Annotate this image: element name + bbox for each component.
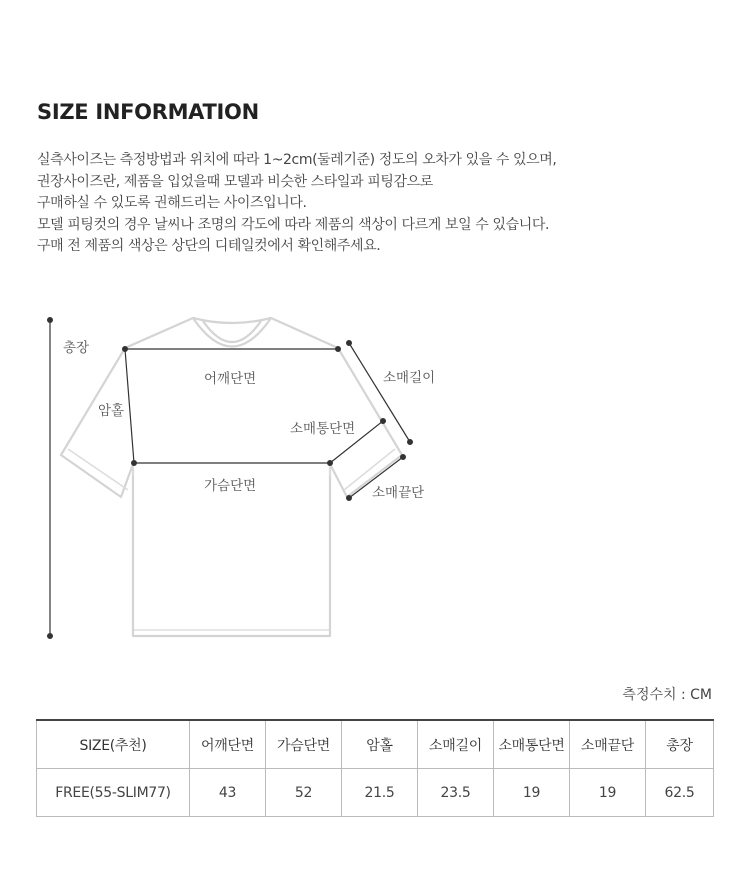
table-header: 소매통단면 [494, 720, 570, 769]
label-sleeve-width: 소매통단면 [290, 421, 356, 437]
notice-line: 구매하실 수 있도록 권해드리는 사이즈입니다. [37, 195, 307, 211]
table-cell: 52 [266, 769, 342, 817]
table-header-row [37, 720, 714, 769]
label-sleeve-length: 소매길이 [383, 370, 436, 386]
size-notice [37, 150, 717, 258]
notice-line: 실측사이즈는 측정방법과 위치에 따라 1~2cm(둘레기준) 정도의 오차가 있을 수 있으며, [37, 152, 557, 168]
size-table [36, 719, 714, 817]
label-chest: 가슴단면 [204, 478, 257, 494]
notice-line: 구매 전 제품의 색상은 상단의 디테일컷에서 확인해주세요. [37, 238, 381, 254]
label-sleeve-opening: 소매끝단 [372, 485, 425, 501]
notice-line: 권장사이즈란, 제품을 입었을때 모델과 비슷한 스타일과 피팅감으로 [37, 173, 433, 190]
table-cell: 23.5 [418, 769, 494, 817]
unit-label: 측정수치 : CM [622, 687, 712, 703]
table-header: 암홀 [342, 720, 418, 769]
table-cell: 43 [190, 769, 266, 817]
armhole-line [125, 349, 134, 463]
table-header: 총장 [646, 720, 714, 769]
label-armhole: 암홀 [98, 403, 125, 419]
label-total-length: 총장 [63, 340, 90, 356]
table-cell: 19 [494, 769, 570, 817]
table-cell: 19 [570, 769, 646, 817]
label-shoulder: 어깨단면 [204, 371, 257, 387]
tshirt-outline [61, 318, 402, 636]
table-row [37, 769, 714, 817]
sleeve-length-line [349, 343, 410, 442]
table-header: SIZE(추천) [37, 720, 190, 769]
tshirt-seams [68, 449, 395, 630]
table-header: 소매길이 [418, 720, 494, 769]
page-title: SIZE INFORMATION [37, 100, 259, 124]
table-cell: 21.5 [342, 769, 418, 817]
table-cell: 62.5 [646, 769, 714, 817]
notice-line: 모델 피팅컷의 경우 날씨나 조명의 각도에 따라 제품의 색상이 다르게 보일 수 있습니다. [37, 216, 549, 233]
table-header: 어깨단면 [190, 720, 266, 769]
table-header: 가슴단면 [266, 720, 342, 769]
table-cell: FREE(55-SLIM77) [37, 769, 190, 817]
tshirt-measurement-diagram [0, 300, 750, 660]
table-header: 소매끝단 [570, 720, 646, 769]
